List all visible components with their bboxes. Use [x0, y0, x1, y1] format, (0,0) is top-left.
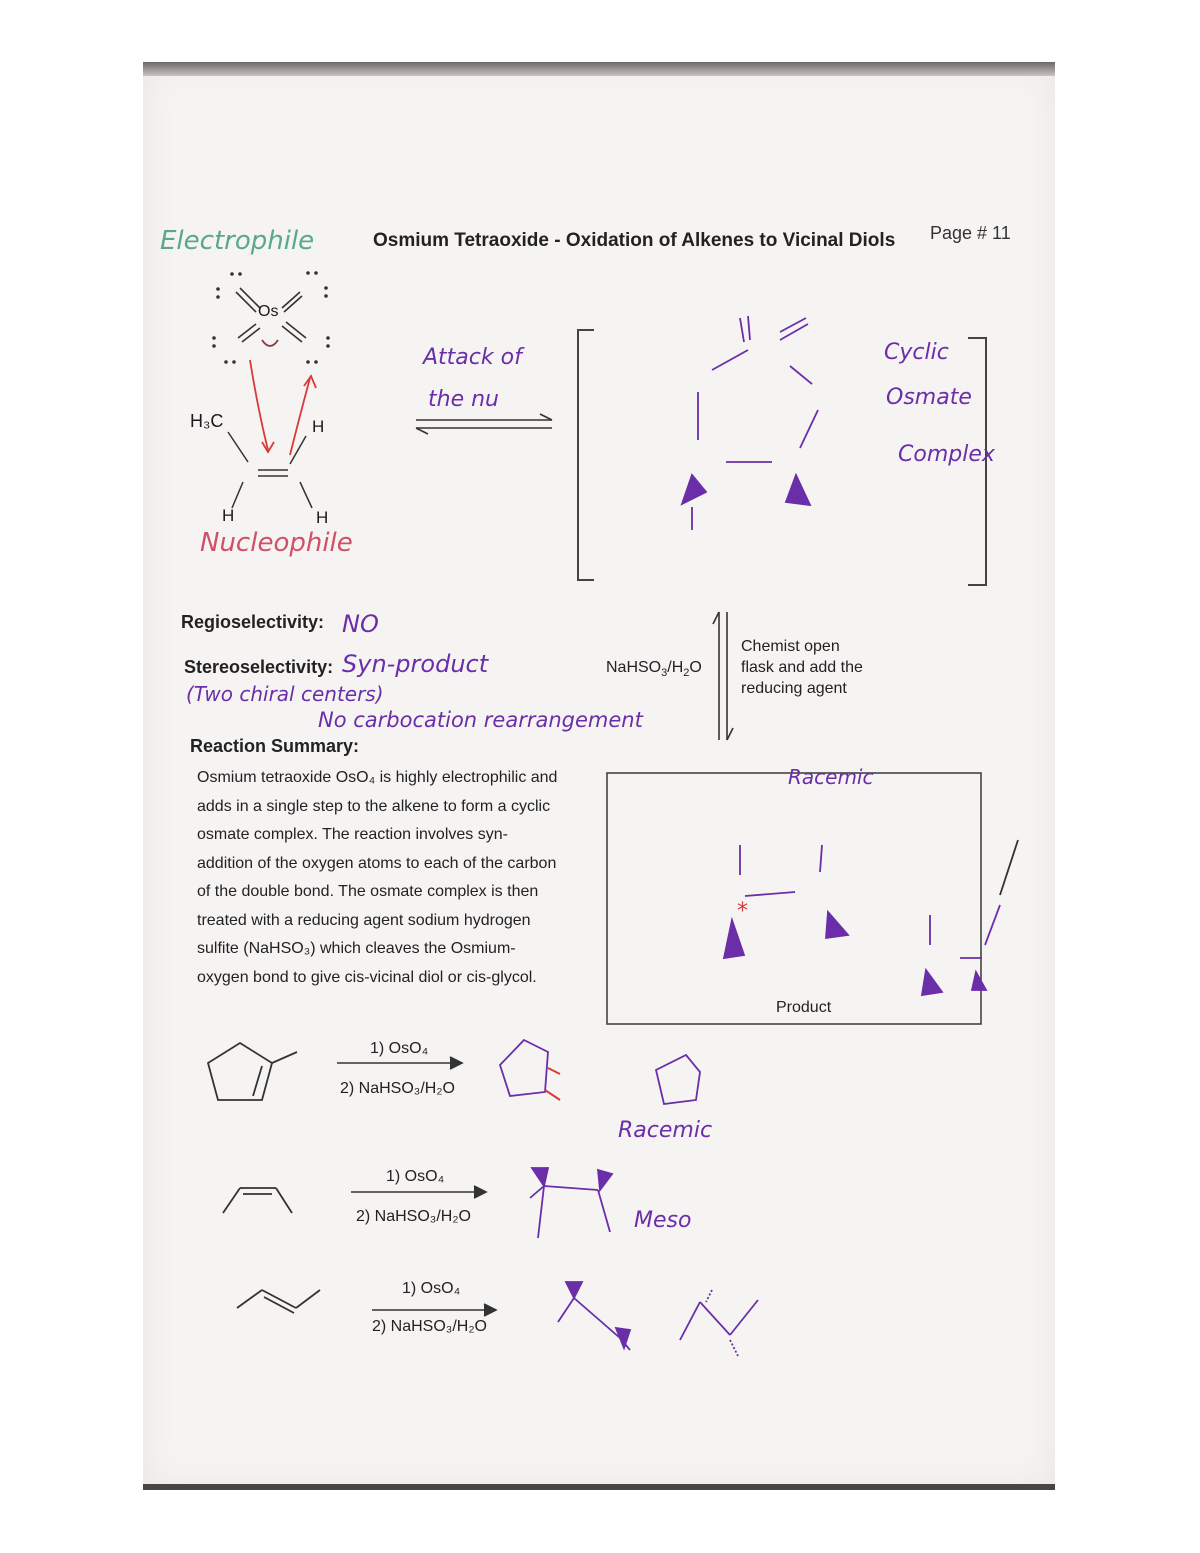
cyclic-annotation-1: Cyclic	[884, 340, 949, 365]
chemist-note-3: reducing agent	[741, 680, 847, 697]
page-title: Osmium Tetraoxide - Oxidation of Alkenes to Vicinal Diols	[373, 230, 896, 251]
racemic-annotation-mid: Racemic	[618, 1118, 713, 1143]
summary-line: addition of the oxygen atoms to each of the carbon	[197, 854, 557, 872]
regioselectivity-label: Regioselectivity:	[181, 612, 325, 632]
meso-annotation: Meso	[634, 1208, 692, 1233]
equilibrium-arrow	[416, 414, 552, 434]
cyclic-osmate-drawing	[682, 316, 818, 530]
summary-line: adds in a single step to the alkene to form a cyclic	[197, 797, 551, 815]
reaction-summary-text	[197, 764, 607, 992]
cis-butene	[223, 1188, 292, 1213]
attack-annotation-1: Attack of	[423, 345, 522, 370]
summary-line: sulfite (NaHSO₃) which cleaves the Osmium-	[197, 940, 516, 957]
os-atom-label: Os	[258, 303, 279, 320]
summary-line: oxygen bond to give cis-vicinal diol or cis-glycol.	[197, 968, 537, 986]
summary-line: Osmium tetraoxide OsO₄ is highly electrophilic and	[197, 769, 558, 786]
example-1-step1: 1) OsO₄	[370, 1040, 429, 1057]
example-3-step1: 1) OsO₄	[402, 1280, 461, 1297]
h3c-label: H₃C	[190, 411, 224, 431]
nucleophile-annotation: Nucleophile	[200, 528, 353, 558]
attack-annotation-2: the nu	[428, 387, 499, 412]
cyclic-annotation-2: Osmate	[886, 385, 972, 410]
summary-line: osmate complex. The reaction involves syn-	[197, 826, 508, 843]
product1-drawing	[500, 1040, 700, 1104]
methylcyclopentene	[208, 1043, 297, 1100]
no-rearrangement-annotation: No carbocation rearrangement	[318, 708, 643, 732]
trans-butene	[237, 1290, 320, 1313]
example-2-step2: 2) NaHSO₃/H₂O	[356, 1208, 471, 1225]
h-label-top-right: H	[312, 417, 325, 436]
regioselectivity-answer: NO	[342, 610, 379, 638]
page-number: Page # 11	[930, 223, 1011, 243]
electrophile-annotation: Electrophile	[160, 226, 315, 256]
racemic-annotation-top: Racemic	[788, 765, 874, 789]
two-chiral-annotation: (Two chiral centers)	[186, 682, 384, 706]
vertical-equilibrium-arrow	[713, 612, 733, 740]
alkene-structure	[228, 432, 312, 508]
h-label-bottom-right: H	[316, 508, 329, 527]
example-3-step2: 2) NaHSO₃/H₂O	[372, 1318, 487, 1335]
h-label-bottom-left: H	[222, 506, 235, 525]
product-label: Product	[776, 999, 832, 1016]
product-drawing	[724, 840, 1018, 995]
meso-product	[530, 1168, 612, 1238]
side-reagent: $NaHSO_3/H_2O$	[606, 659, 702, 680]
cyclic-annotation-3: Complex	[898, 442, 995, 467]
reaction-summary-label: Reaction Summary:	[190, 736, 360, 756]
chemist-note-2: flask and add the	[741, 659, 863, 676]
example-1-step2: 2) NaHSO₃/H₂O	[340, 1080, 455, 1097]
racemic-product-3	[558, 1282, 758, 1356]
mechanism-arrows	[250, 340, 316, 455]
summary-line: of the double bond. The osmate complex is then	[197, 883, 539, 900]
stereoselectivity-answer: Syn-product	[342, 650, 489, 678]
chemist-note-1: Chemist open	[741, 638, 840, 655]
svg-text:*: *	[737, 899, 748, 924]
summary-line: treated with a reducing agent sodium hydrogen	[197, 911, 531, 929]
stereoselectivity-label: Stereoselectivity:	[184, 657, 334, 677]
example-2-step1: 1) OsO₄	[386, 1168, 445, 1185]
